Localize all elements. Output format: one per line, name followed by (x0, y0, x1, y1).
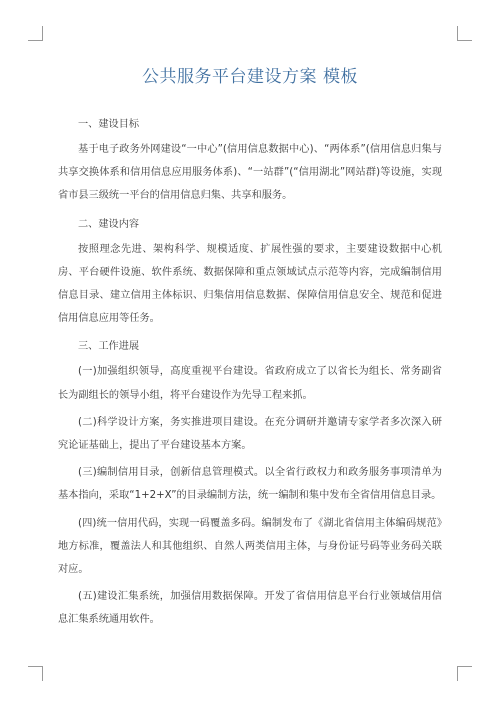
paragraph-progress-1: (一)加强组织领导，高度重视平台建设。省政府成立了以省长为组长、常务副省长为副组长的领导小组，将平台建设作为先导工程来抓。 (58, 366, 442, 401)
crop-mark-bottom-right (457, 666, 472, 681)
crop-mark-top-right (457, 26, 472, 41)
document-body (58, 112, 442, 636)
paragraph-progress-4: (四)统一信用代码，实现一码覆盖多码。编制发布了《湖北省信用主体编码规范》地方标准，覆盖法人和其他组织、自然人两类信用主体，与身份证号码等业务码关联对应。 (58, 517, 442, 576)
paragraph-progress-3: (三)编制信用目录，创新信息管理模式。以全省行政权力和政务服务事项清单为基本指向，采取“1+2+X”的目录编制方法，统一编制和集中发布全省信用信息目录。 (58, 467, 442, 502)
paragraph-content: 按照理念先进、架构科学、规模适度、扩展性强的要求，主要建设数据中心机房、平台硬件设施、软件系统、数据保障和重点领域试点示范等内容，完成编制信用信息目录、建立信用主体标识、归集信用信息数据、保障信用信息安全、规范和促进信用信息应用等任务。 (58, 243, 442, 325)
section-heading-progress: 三、工作进展 (78, 341, 140, 353)
section-heading-goal: 一、建设目标 (78, 119, 140, 130)
crop-mark-bottom-left (28, 666, 43, 681)
paragraph-progress-5: (五)建设汇集系统，加强信用数据保障。开发了省信用信息平台行业领域信用信息汇集系统通用软件。 (58, 591, 442, 626)
section-heading-content: 二、建设内容 (78, 218, 140, 230)
paragraph-goal: 基于电子政务外网建设“一中心”(信用信息数据中心)、“两体系”(信用信息归集与共享交换体系和信用信息应用服务体系)、“一站群”(“信用湖北”网站群)等设施，实现省市县三级统一平台的信用信息归集、共享和服务。 (58, 144, 442, 202)
crop-mark-top-left (28, 26, 43, 41)
document-title: 公共服务平台建设方案 模板 (142, 67, 358, 87)
paragraph-progress-2: (二)科学设计方案，务实推进项目建设。在充分调研并邀请专家学者多次深入研究论证基础上，提出了平台建设基本方案。 (58, 416, 442, 452)
